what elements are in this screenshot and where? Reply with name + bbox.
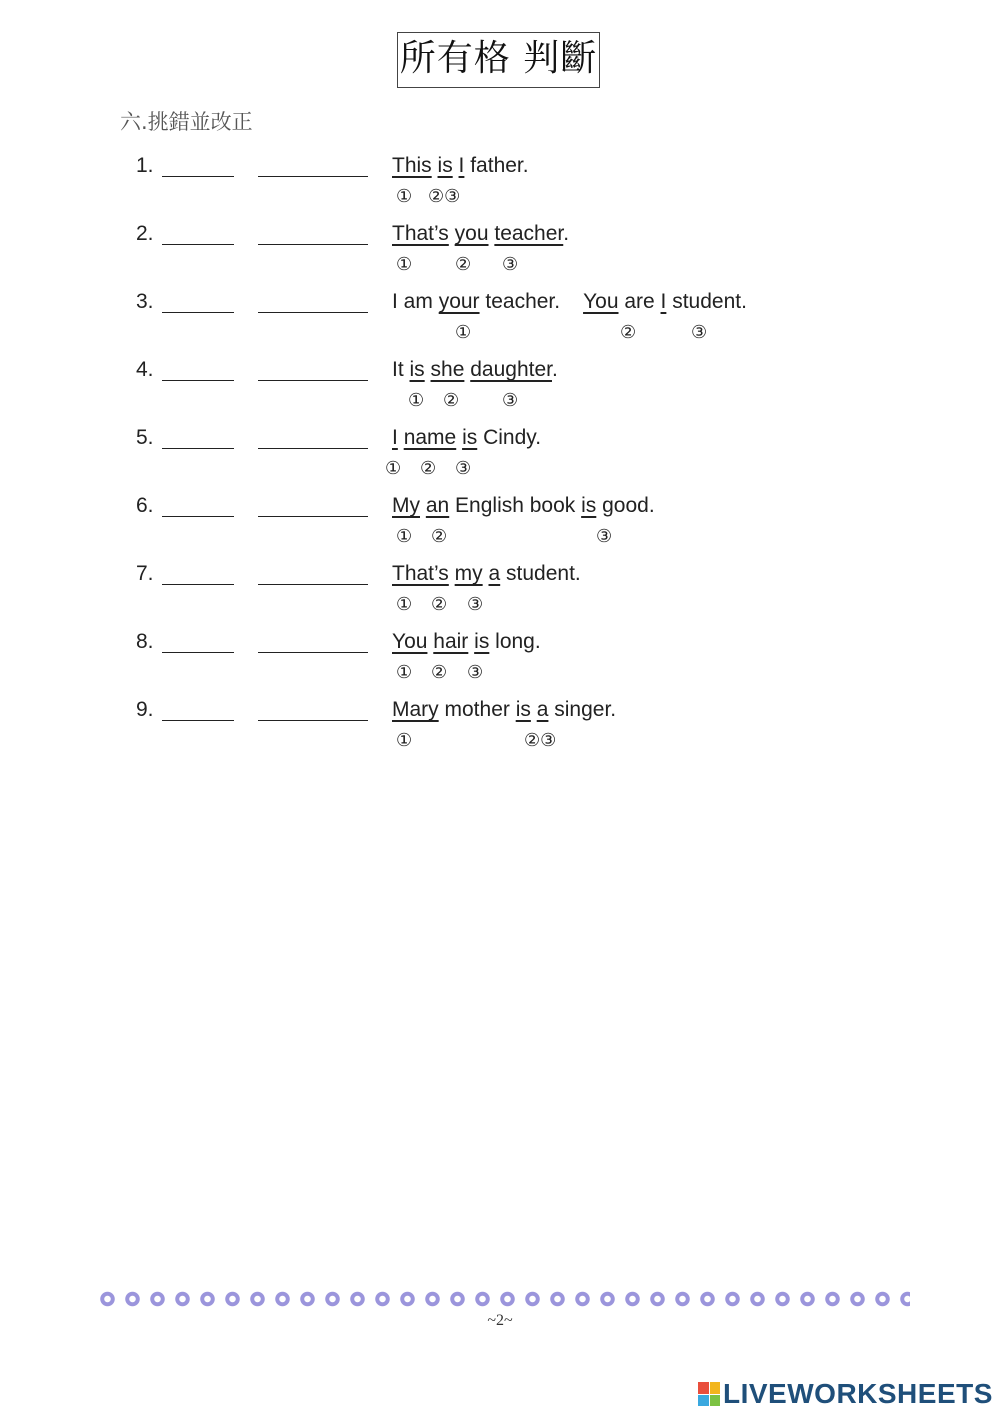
circled-number-marker: ②③: [524, 730, 557, 751]
logo-square-3: [698, 1395, 709, 1407]
underlined-word: I: [392, 426, 398, 449]
error-number-blank[interactable]: [162, 312, 234, 313]
worksheet-title: 所有格 判斷: [397, 32, 600, 88]
circled-number-marker: ②: [455, 254, 472, 275]
underlined-word: is: [437, 154, 453, 177]
underlined-word: That’s: [392, 562, 449, 585]
logo-square-4: [710, 1395, 721, 1407]
circled-number-marker: ③: [467, 662, 484, 683]
sentence-text: good.: [596, 494, 655, 517]
circled-number-marker: ①: [396, 254, 413, 275]
error-number-blank[interactable]: [162, 584, 234, 585]
underlined-word: Mary: [392, 698, 439, 721]
circled-number-marker: ①: [455, 322, 472, 343]
logo-icon: [698, 1382, 720, 1406]
underlined-word: I: [660, 290, 667, 313]
sentence-text: .: [563, 222, 570, 245]
underlined-word: an: [425, 494, 450, 517]
circled-number-marker: ②③: [428, 186, 461, 207]
question-sentence: [392, 628, 541, 656]
question-row: [0, 628, 1000, 696]
circled-number-marker: ②: [420, 458, 437, 479]
circled-number-marker: ③: [596, 526, 613, 547]
question-row: [0, 356, 1000, 424]
error-number-blank[interactable]: [162, 720, 234, 721]
page-number: ~2~: [487, 1312, 513, 1329]
question-sentence: [392, 152, 529, 180]
correction-blank[interactable]: [258, 380, 368, 381]
sentence-text: It: [392, 358, 410, 381]
logo-square-2: [710, 1382, 721, 1394]
question-number: 9.: [136, 698, 154, 721]
liveworksheets-logo: [698, 1378, 993, 1410]
underlined-word: You: [583, 290, 619, 313]
circled-number-marker: ①: [396, 730, 413, 751]
correction-blank[interactable]: [258, 652, 368, 653]
question-number: 4.: [136, 358, 154, 381]
question-number: 5.: [136, 426, 154, 449]
error-number-blank[interactable]: [162, 176, 234, 177]
underlined-word: hair: [433, 630, 469, 653]
circled-number-marker: ②: [620, 322, 637, 343]
circled-number-marker: ②: [431, 662, 448, 683]
question-sentence: [392, 220, 569, 248]
sentence-text: mother: [438, 698, 516, 721]
underlined-word: is: [581, 494, 597, 517]
question-number: 8.: [136, 630, 154, 653]
underlined-word: a: [536, 698, 549, 721]
circled-number-marker: ①: [396, 662, 413, 683]
circled-number-marker: ③: [691, 322, 708, 343]
circled-number-marker: ①: [385, 458, 402, 479]
underlined-word: That’s: [392, 222, 449, 245]
question-number: 6.: [136, 494, 154, 517]
underlined-word: This: [392, 154, 432, 177]
sentence-text: student.: [666, 290, 747, 313]
sentence-text: student.: [500, 562, 581, 585]
logo-text: LIVEWORKSHEETS: [723, 1378, 993, 1409]
underlined-word: is: [474, 630, 490, 653]
underlined-word: my: [454, 562, 483, 585]
circled-number-marker: ①: [408, 390, 425, 411]
decorative-border: [95, 1290, 910, 1308]
sentence-text: .: [551, 358, 558, 381]
circled-number-marker: ③: [467, 594, 484, 615]
question-sentence: [392, 560, 581, 588]
logo-square-1: [698, 1382, 709, 1394]
underlined-word: My: [392, 494, 420, 517]
correction-blank[interactable]: [258, 312, 368, 313]
circled-number-marker: ③: [502, 390, 519, 411]
circled-number-marker: ②: [431, 594, 448, 615]
question-number: 3.: [136, 290, 154, 313]
question-sentence: [392, 696, 616, 724]
question-row: [0, 424, 1000, 492]
error-number-blank[interactable]: [162, 244, 234, 245]
circled-number-marker: ①: [396, 526, 413, 547]
underlined-word: your: [438, 290, 480, 313]
question-number: 1.: [136, 154, 154, 177]
circled-number-marker: ②: [443, 390, 460, 411]
underlined-word: You: [392, 630, 428, 653]
question-sentence: [392, 424, 541, 452]
question-row: [0, 696, 1000, 764]
underlined-word: is: [515, 698, 531, 721]
underlined-word: you: [454, 222, 489, 245]
error-number-blank[interactable]: [162, 380, 234, 381]
underlined-word: daughter: [470, 358, 552, 381]
correction-blank[interactable]: [258, 516, 368, 517]
question-sentence: [392, 356, 558, 384]
sentence-text: English book: [449, 494, 582, 517]
sentence-text: singer.: [548, 698, 617, 721]
underlined-word: a: [488, 562, 501, 585]
question-row: [0, 220, 1000, 288]
sentence-text: long.: [489, 630, 541, 653]
error-number-blank[interactable]: [162, 448, 234, 449]
circled-number-marker: ③: [455, 458, 472, 479]
sentence-text: are: [618, 290, 661, 313]
sentence-text: Cindy.: [477, 426, 542, 449]
question-sentence: [392, 288, 747, 316]
circled-number-marker: ②: [431, 526, 448, 547]
sentence-text: I am: [392, 290, 439, 313]
question-row: [0, 492, 1000, 560]
underlined-word: I: [458, 154, 465, 177]
correction-blank[interactable]: [258, 244, 368, 245]
sentence-text: father.: [464, 154, 529, 177]
correction-blank[interactable]: [258, 720, 368, 721]
sentence-text: teacher.: [479, 290, 584, 313]
underlined-word: she: [430, 358, 465, 381]
correction-blank[interactable]: [258, 176, 368, 177]
question-number: 7.: [136, 562, 154, 585]
error-number-blank[interactable]: [162, 516, 234, 517]
circled-number-marker: ①: [396, 594, 413, 615]
section-heading: 六.挑錯並改正: [120, 110, 253, 134]
question-row: [0, 152, 1000, 220]
correction-blank[interactable]: [258, 448, 368, 449]
question-sentence: [392, 492, 655, 520]
correction-blank[interactable]: [258, 584, 368, 585]
circled-number-marker: ③: [502, 254, 519, 275]
underlined-word: is: [462, 426, 478, 449]
question-row: [0, 560, 1000, 628]
question-number: 2.: [136, 222, 154, 245]
error-number-blank[interactable]: [162, 652, 234, 653]
underlined-word: teacher: [494, 222, 564, 245]
circled-number-marker: ①: [396, 186, 413, 207]
underlined-word: name: [403, 426, 457, 449]
underlined-word: is: [409, 358, 425, 381]
question-row: [0, 288, 1000, 356]
